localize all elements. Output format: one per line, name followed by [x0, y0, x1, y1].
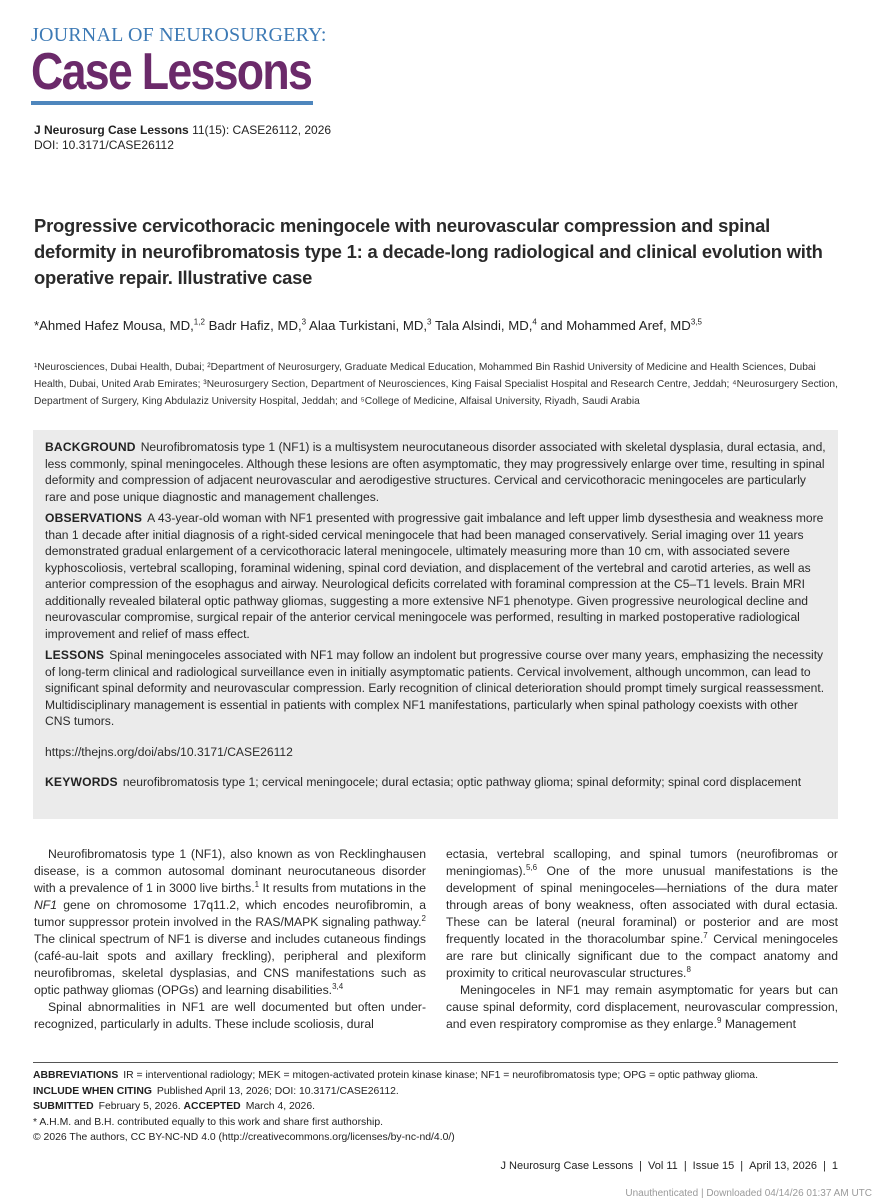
abstract-heading: OBSERVATIONS — [45, 511, 143, 525]
masthead-rule — [31, 101, 313, 105]
abstract-heading: BACKGROUND — [45, 440, 136, 454]
series-name: Case Lessons — [31, 43, 312, 101]
abstract-background: BACKGROUND Neurofibromatosis type 1 (NF1) is a multisystem neurocutaneous disorder associated with skeletal dysplasia, dural ectasia, and, less commonly, spinal meningoceles. Although these lesions are often asymptomatic, they may progressively enlarge over time, resulting in spinal deformity and compression of adjacent neurovascular and aerodigestive structures. Cervical and cervicothoracic meningoceles are particularly rare and pose unique diagnostic and management challenges. — [45, 440, 826, 504]
author[interactable]: Badr Hafiz, MD,$^3$ — [208, 317, 307, 333]
author-list — [34, 318, 854, 333]
article-title: Progressive cervicothoracic meningocele with neurovascular compression and spinal deformity in neurofibromatosis type 1: a decade-long radiological and clinical evolution with operative repair. Illustrative case — [34, 215, 823, 288]
citation-block — [34, 123, 331, 153]
citation-journal: J Neurosurg Case Lessons — [34, 123, 189, 137]
citation-volume: 11(15): CASE26112, 2026 — [192, 123, 332, 137]
include-when-citing-line: INCLUDE WHEN CITING Published April 13, 2026; DOI: 10.3171/CASE26112. — [33, 1085, 399, 1097]
license-line: © 2026 The authors, CC BY-NC-ND 4.0 (http://creativecommons.org/licenses/by-nc-nd/4.0/) — [33, 1132, 455, 1143]
abstract-keywords: KEYWORDS neurofibromatosis type 1; cervical meningocele; dural ectasia; optic pathway glioma; spinal deformity; spinal cord displacement — [45, 774, 802, 789]
citation-line — [34, 123, 331, 138]
abstract-lessons: LESSONS Spinal meningoceles associated with NF1 may follow an indolent but progressive course over many years, emphasizing the necessity of long-term clinical and radiological surveillance even in initially asymptomatic patients. Cervical involvement, although uncommon, can lead to significant spinal deformity and neurovascular compression. Early recognition of clinical deterioration should prompt timely surgical reassessment. Multidisciplinary management is essential in patients with complex NF1 manifestations, particularly when spinal pathology coexists with other CNS tumors. — [45, 648, 825, 728]
journal-masthead — [31, 24, 327, 105]
footer-issue: Issue 15 — [692, 1160, 735, 1172]
body-column-right — [446, 846, 838, 1033]
reference-link[interactable]: 9 — [716, 1015, 722, 1025]
affiliations: ¹Neurosciences, Dubai Health, Dubai; ²Department of Neurosurgery, Graduate Medical Education, Mohammed Bin Rashid University of Medicine and Health Sciences, Dubai Health, Dubai, United Arab Emirates; ³Neurosurgery Section, Department of Neurosciences, King Faisal Specialist Hospital and Research Centre, Jeddah; ⁴Neurosurgery Section, Department of Surgery, King Abdulaziz University Hospital, Jeddah; and ⁵College of Medicine, Alfaisal University, Riyadh, Saudi Arabia — [34, 362, 838, 407]
download-watermark: Unauthenticated | Downloaded 04/14/26 01:37 AM UTC — [625, 1188, 872, 1199]
reference-link[interactable]: 8 — [686, 964, 691, 974]
reference-link[interactable]: 5,6 — [525, 862, 538, 872]
abbreviations-line: ABBREVIATIONS IR = interventional radiology; MEK = mitogen-activated protein kinase kinase; NF1 = neurofibromatosis type; OPG = optic pathway glioma. — [33, 1070, 758, 1081]
footer-date: April 13, 2026 — [749, 1160, 818, 1172]
reference-link[interactable]: 2 — [421, 913, 426, 923]
reference-link[interactable]: 1 — [254, 879, 260, 889]
reference-link[interactable]: 3,4 — [332, 981, 344, 991]
page-number: 1 — [831, 1160, 838, 1172]
author[interactable]: and Mohammed Aref, MD$^{3,5}$ — [540, 317, 702, 333]
body-paragraph: Spinal abnormalities in NF1 are well documented but often under-recognized, particularly in adults. These include scoliosis, dural — [34, 1000, 426, 1031]
author[interactable]: Tala Alsindi, MD,$^4$ — [434, 317, 537, 333]
abstract-observations: OBSERVATIONS A 43-year-old woman with NF1 presented with progressive gait imbalance and left upper limb dysesthesia and weakness more than 1 decade after initial diagnosis of a right-sided cervical meningocele that had been managed conservatively. Serial imaging over 11 years demonstrated gradual enlargement of a cervicothoracic lateral meningocele, ultimately measuring more than 10 cm, with associated severe kyphoscoliosis, vertebral scalloping, foraminal widening, spinal cord deviation, and displacement of the vertebral and carotid arteries, as well as anterior compression of the esophagus and airway. Neurological deficits correlated with foraminal compression at the C5–T1 levels. Brain MRI additionally revealed bilateral optic pathway gliomas, suggesting a more extensive NF1 phenotype. Given progressive neurological decline and neurovascular compromise, surgical repair of the anterior cervical meningocele was performed, resulting in marked postoperative radiological improvement and relief of mass effect. — [45, 511, 824, 641]
body-column-left — [34, 846, 426, 1033]
keywords-heading: KEYWORDS — [45, 774, 118, 789]
reference-link[interactable]: 7 — [703, 930, 708, 940]
abstract-heading: LESSONS — [45, 648, 105, 662]
citation-doi: DOI: 10.3171/CASE26112 — [34, 138, 174, 152]
journal-name: JOURNAL OF NEUROSURGERY: — [31, 24, 327, 46]
footnotes — [33, 1062, 838, 1146]
footer-volume: Vol 11 — [648, 1160, 678, 1172]
footer-journal: J Neurosurg Case Lessons — [500, 1160, 634, 1172]
submission-dates-line: SUBMITTED February 5, 2026. ACCEPTED March 4, 2026. — [33, 1101, 315, 1112]
body-paragraph: Meningoceles in NF1 may remain asymptomatic for years but can cause spinal deformity, cord displacement, neurovascular compression, and even respiratory compromise as they enlarge.$^9$ Management — [446, 983, 838, 1031]
equal-contribution-note: * A.H.M. and B.H. contributed equally to this work and share first authorship. — [33, 1116, 383, 1128]
article-url-link[interactable]: https://thejns.org/doi/abs/10.3171/CASE26112 — [45, 744, 293, 759]
abstract-box — [33, 430, 838, 819]
running-footer: J Neurosurg Case Lessons | Vol 11 | Issue 15 | April 13, 2026 | 1 — [500, 1160, 838, 1172]
body-paragraph: Neurofibromatosis type 1 (NF1), also known as von Recklinghausen disease, is a common autosomal dominant neurocutaneous disorder with a prevalence of 1 in 3000 live births.$^1$ It results from mutations in the NF1 gene on chromosome 17q11.2, which encodes neurofibromin, a tumor suppressor protein involved in the RAS/MAPK signaling pathway.$^2$ The clinical spectrum of NF1 is diverse and includes cutaneous findings (café-au-lait spots and axillary freckling), peripheral and plexiform neurofibromas, skeletal dysplasias, and CNS manifestations such as optic pathway gliomas (OPGs) and learning disabilities.$^{3,4}$ — [34, 847, 426, 997]
author[interactable]: *Ahmed Hafez Mousa, MD,$^{1,2}$ — [34, 317, 205, 333]
author[interactable]: Alaa Turkistani, MD,$^3$ — [309, 317, 432, 333]
body-paragraph: ectasia, vertebral scalloping, and spinal tumors (neurofibromas or meningiomas).$^{5,6}$ One of the more unusual manifestations is the development of spinal meningoceles—herniations of the dura mater through areas of bony weakness, often associated with dural ectasia. These can be lateral (neural foraminal) or posterior and are most frequently located in the thoracolumbar spine.$^7$ Cervical meningoceles are rare but clinically significant due to the compact anatomy and proximity to critical neurovascular structures.$^8$ — [446, 847, 838, 980]
